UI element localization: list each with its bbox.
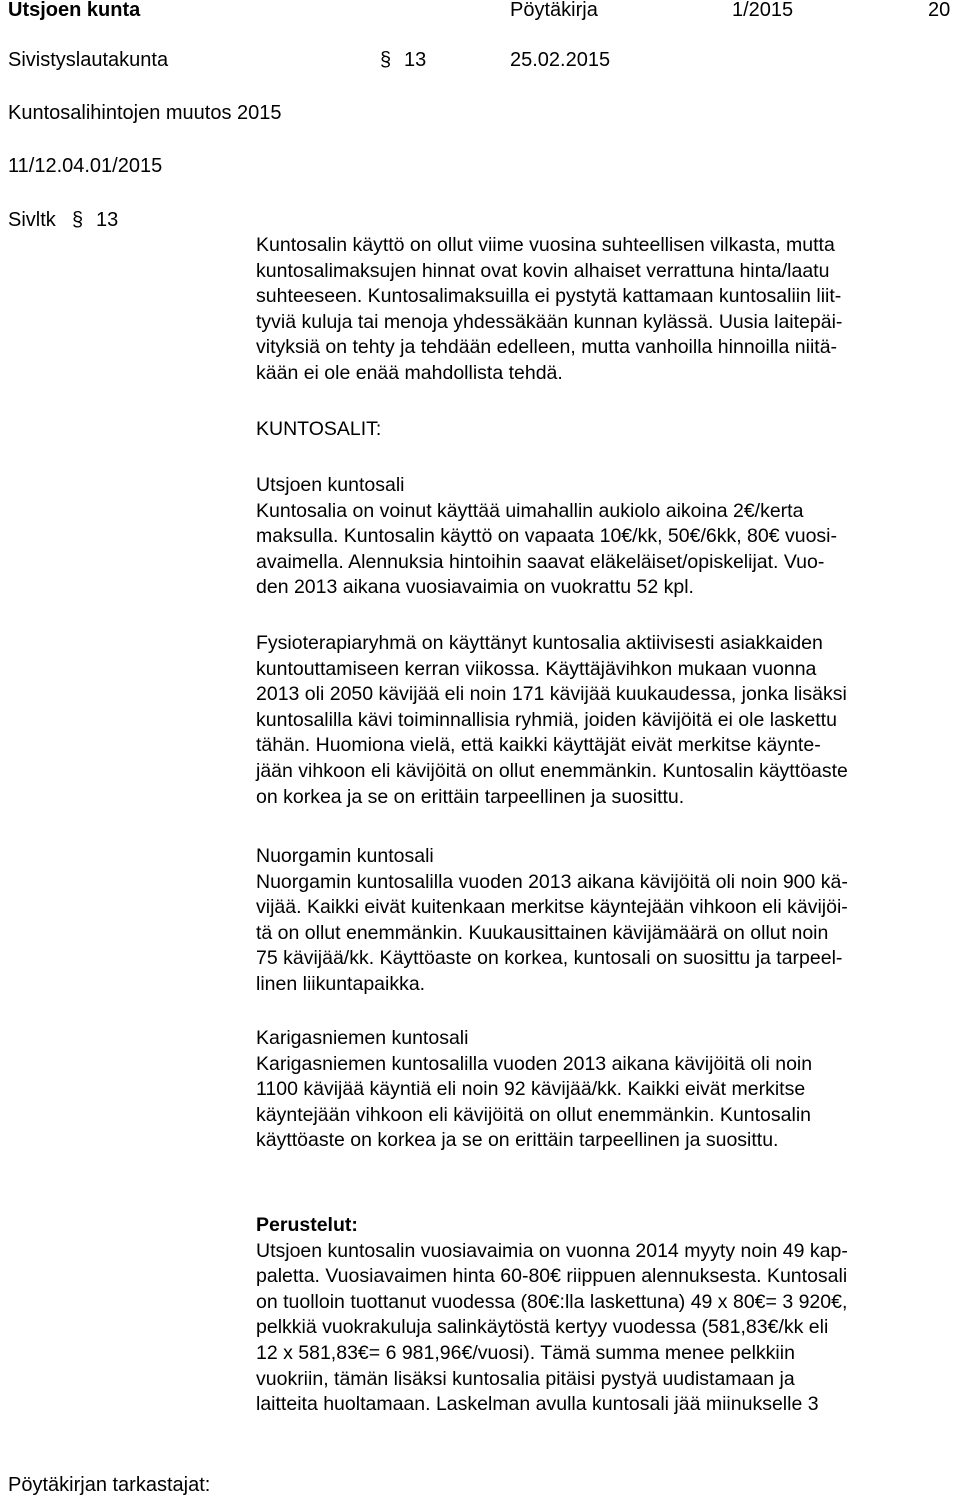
text-line: 12 x 581,83€= 6 981,96€/vuosi). Tämä summa menee pelkkiin: [256, 1341, 795, 1364]
meeting-date: 25.02.2015: [510, 49, 611, 71]
section-number: 13: [404, 49, 427, 71]
text-line: KUNTOSALIT:: [256, 418, 382, 440]
text-line: Utsjoen kuntosalin vuosiavaimia on vuonna 2014 myyty noin 49 kap-: [256, 1239, 848, 1262]
text-line: on korkea ja se on erittäin tarpeellinen ja suosittu.: [256, 785, 685, 808]
document-type: Pöytäkirja: [510, 0, 598, 21]
utsjoki-gym-paragraph: [256, 473, 956, 601]
text-line: Karigasniemen kuntosali: [256, 1027, 469, 1049]
nuorgam-gym-paragraph: [256, 844, 956, 998]
intro-paragraph: [256, 233, 956, 387]
text-line: suhteeseen. Kuntosalimaksuilla ei pystytä kattamaan kuntosaliin liit-: [256, 285, 842, 308]
justification-section: [256, 1213, 956, 1418]
text-line: Fysioterapiaryhmä on käyttänyt kuntosalia aktiivisesti asiakkaiden: [256, 632, 823, 654]
text-line: 75 kävijää/kk. Käyttöaste on korkea, kuntosali on suosittu ja tarpeel-: [256, 947, 843, 970]
matter-title: Kuntosalihintojen muutos 2015: [8, 102, 282, 124]
section-symbol: §: [380, 49, 392, 71]
text-line: 1100 kävijää käyntiä eli noin 92 kävijää/kk. Kaikki eivät merkitse: [256, 1078, 806, 1101]
text-line: vuokriin, tämän lisäksi kuntosalia pitäisi pystyä uudistamaan ja: [256, 1367, 795, 1390]
text-line: Nuorgamin kuntosali: [256, 845, 434, 867]
body-reference: Sivltk: [8, 209, 56, 231]
justification-heading: Perustelut:: [256, 1214, 358, 1236]
text-line: kuntouttamiseen kerran viikossa. Käyttäjävihkon mukaan vuonna: [256, 657, 817, 680]
text-line: paletta. Vuosiavaimen hinta 60-80€ riippuen alennuksesta. Kuntosali: [256, 1265, 848, 1288]
body-section-number: 13: [96, 209, 119, 231]
text-line: Nuorgamin kuntosalilla vuoden 2013 aikana kävijöitä oli noin 900 kä-: [256, 870, 848, 893]
text-line: 2013 oli 2050 kävijää eli noin 171 kävijää kuukaudessa, jonka lisäksi: [256, 683, 847, 706]
physiotherapy-paragraph: [256, 631, 956, 810]
text-line: Utsjoen kuntosali: [256, 474, 405, 496]
text-line: kuntosalimaksujen hinnat ovat kovin alhaiset verrattuna hinta/laatu: [256, 259, 830, 282]
text-line: linen liikuntapaikka.: [256, 972, 426, 995]
organization-name: Utsjoen kunta: [8, 0, 141, 21]
page-number: 20: [928, 0, 951, 21]
text-line: den 2013 aikana vuosiavaimia on vuokrattu 52 kpl.: [256, 576, 694, 599]
minutes-reviewers-label: Pöytäkirjan tarkastajat:: [8, 1474, 211, 1496]
text-line: vityksiä on tehty ja tehdään edelleen, mutta vanhoilla hinnoilla niitä-: [256, 336, 838, 359]
document-number: 1/2015: [732, 0, 794, 21]
text-line: jään vihkoon eli kävijöitä on ollut enemmänkin. Kuntosalin käyttöaste: [256, 759, 848, 782]
text-line: avaimella. Alennuksia hintoihin saavat eläkeläiset/opiskelijat. Vuo-: [256, 550, 825, 573]
text-line: pelkkiä vuokrakuluja salinkäytöstä kertyy vuodessa (581,83€/kk eli: [256, 1316, 829, 1339]
karigasniemi-gym-paragraph: [256, 1026, 956, 1154]
text-line: käyntejään vihkoon eli kävijöitä on ollut enemmänkin. Kuntosalin: [256, 1103, 811, 1126]
board-name: Sivistyslautakunta: [8, 49, 169, 71]
text-line: Karigasniemen kuntosalilla vuoden 2013 aikana kävijöitä oli noin: [256, 1052, 813, 1075]
text-line: tähän. Huomiona vielä, että kaikki käyttäjät eivät merkitse käynte-: [256, 734, 821, 757]
text-line: tyviä kuluja tai menoja yhdessäkään kunnan kylässä. Uusia laitepäi-: [256, 310, 843, 333]
text-line: Kuntosalin käyttö on ollut viime vuosina suhteellisen vilkasta, mutta: [256, 234, 835, 256]
text-line: kuntosalilla kävi toiminnallisia ryhmiä, joiden kävijöitä ei ole laskettu: [256, 708, 837, 731]
text-line: käyttöaste on korkea ja se on erittäin tarpeellinen ja suosittu.: [256, 1129, 779, 1152]
text-line: kään ei ole enää mahdollista tehdä.: [256, 361, 563, 384]
text-line: tä on ollut enemmänkin. Kuukausittainen kävijämäärä on ollut noin: [256, 921, 829, 944]
gyms-heading: [256, 417, 956, 443]
body-section-symbol: §: [72, 209, 84, 231]
text-line: vijää. Kaikki eivät kuitenkaan merkitse käyntejään vihkoon eli kävijöi-: [256, 896, 848, 919]
text-line: maksulla. Kuntosalin käyttö on vapaata 10€/kk, 50€/6kk, 80€ vuosi-: [256, 525, 838, 548]
matter-reference: 11/12.04.01/2015: [8, 155, 163, 177]
text-line: Kuntosalia on voinut käyttää uimahallin aukiolo aikoina 2€/kerta: [256, 499, 804, 522]
text-line: laitteita huoltamaan. Laskelman avulla kuntosali jää miinukselle 3: [256, 1393, 819, 1416]
text-line: on tuolloin tuottanut vuodessa (80€:lla laskettuna) 49 x 80€= 3 920€,: [256, 1290, 848, 1313]
